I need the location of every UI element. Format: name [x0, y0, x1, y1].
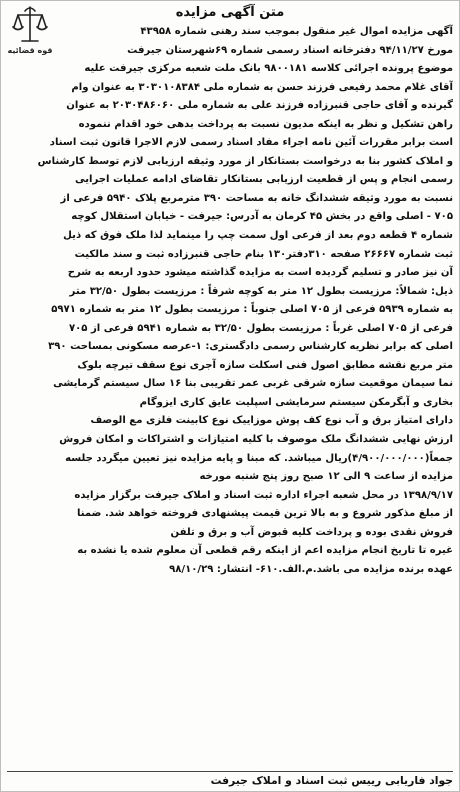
notice-line: به شماره ۵۹۳۹ فرعی از ۷۰۵ اصلی جنوباً : مرزیست بطول ۱۲ متر به شماره ۵۹۷۱ — [51, 304, 453, 316]
notice-line: شماره ۴ قطعه دوم بعد از فرعی اول سمت چپ را مینماید لذا ملک فوق که ذیل — [63, 230, 453, 242]
notice-line: نما سیمان موقعیت سازه شرقی غربی عمر تقریبی بنا ۱۶ سال سیستم گرمایشی — [53, 378, 453, 390]
emblem-caption: قوه قضائیه — [7, 46, 53, 55]
notice-line: مورخ ۹۴/۱۱/۲۷ دفترخانه اسناد رسمی شماره ۶۹شهرستان جیرفت — [127, 44, 453, 56]
notice-line: گیرنده و آقای حاجی قنبرزاده فرزند علی به شماره ملی ۲۰۳۰۴۸۶۰۶۰ به عنوان — [66, 100, 453, 112]
notice-line: آگهی مزایده اموال غیر منقول بموجب سند رهنی شماره ۴۳۹۵۸ — [140, 26, 453, 37]
notice-line: مزایده از ساعت ۹ الی ۱۲ صبح روز پنج شنبه مورخه — [199, 471, 453, 483]
notice-line: رسمی انجام و پس از قطعیت ارزیابی بستانکار تقاضای ادامه عملیات اجرایی — [75, 174, 453, 186]
notice-line: آن نیز صادر و تسلیم گردیده است به مزایده گذاشته میشود حدود اربعه به شرح — [67, 267, 453, 279]
notice-line: است برابر مقررات آئین نامه اجراء مفاد اسناد رسمی لازم الاجرا قانون ثبت اسناد — [49, 137, 453, 149]
notice-line: ثبت شماره ۲۶۶۶۷ صفحه ۳۱۰دفتر۱۳۰ بنام حاجی قنبرزاده ثبت و سند مالکیت — [74, 248, 453, 260]
notice-title: متن آگهی مزایده — [175, 5, 285, 20]
notice-line: دارای امتیاز برق و آب نوع کف پوش موزاییک نوع کابینت فلزی مع الوصف — [90, 415, 453, 427]
notice-line: بخاری و آبگرمکن سیستم سرمایشی اسپلیت عایق کاری ایزوگام — [139, 396, 453, 408]
notice-line: ۷۰۵ - اصلی واقع در بخش ۴۵ کرمان به آدرس: جیرفت - خیابان استقلال کوچه — [71, 211, 453, 223]
notice-line: اصلی که برابر نظریه کارشناس رسمی دادگستری: ۱-عرصه مسکونی بمساحت ۳۹۰ — [48, 341, 453, 353]
notice-line: جمعاً(۴/۹۰۰/۰۰۰/۰۰۰)ریال میباشد. که مبنا و پایه مزایده نیز تعیین میگردد جلسه — [65, 452, 453, 464]
notice-line: فرعی از ۷۰۵ اصلی غرباً : مرزیست بطول ۳۲/۵۰ به شماره ۵۹۴۱ فرعی از ۷۰۵ — [68, 322, 453, 334]
notice-line: ارزش نهایی ششدانگ ملک موصوف با کلیه امتیازات و اشتراکات و امکان فروش — [59, 434, 453, 446]
notice-line: غیره تا تاریخ انجام مزایده اعم از اینکه رقم قطعی آن معلوم شده یا نشده به — [77, 545, 453, 557]
notice-line: از مبلغ مذکور شروع و به بالا ترین قیمت پیشنهادی فروخته خواهد شد. ضمنا — [77, 508, 453, 520]
notice-line: عهده برنده مزایده می باشد.م.الف.۶۱۰- انتشار: ۹۸/۱۰/۲۹ — [169, 563, 453, 575]
notice-line: ذیل: شمالاً: مرزیست بطول ۱۲ متر به کوچه شرقاً : مرزیست بطول ۳۲/۵۰ متر — [69, 285, 453, 297]
notice-line: فروش نقدی بوده و پرداخت کلیه قبوض آب و برق و تلفن — [170, 526, 453, 538]
signature-line: جواد فاریابی رییس ثبت اسناد و املاک جیرفت — [7, 771, 453, 787]
notice-line: نسبت به مورد وثیقه ششدانگ خانه به مساحت ۳۹۰ مترمربع پلاک ۵۹۴۰ فرعی از — [60, 192, 453, 204]
notice-line: متر مربع نقشه مطابق اصول فنی اسکلت سازه آجری نوع سقف تیرچه بلوک — [77, 359, 453, 371]
notice-line: ۱۳۹۸/۹/۱۷ در محل شعبه اجراء اداره ثبت اسناد و املاک جیرفت برگزار مزایده — [74, 489, 453, 501]
notice-line: و املاک کشور بنا به درخواست بستانکار از مورد وثیقه ارزیابی لازم توسط کارشناس — [37, 155, 453, 167]
notice-line: موضوع پرونده اجرائی کلاسه ۹۸۰۰۱۸۱ بانک ملت شعبه مرکزی جیرفت علیه — [84, 63, 453, 75]
notice-line: راهن تشکیل و نظر به اینکه مدیون نسبت به پرداخت بدهی خود اقدام ننموده — [78, 118, 453, 130]
notice-body — [7, 23, 453, 579]
notice-line: آقای غلام محمد رفیعی فرزند حسن به شماره ملی ۳۰۳۰۱۰۸۳۸۴ به عنوان وام — [71, 81, 453, 93]
